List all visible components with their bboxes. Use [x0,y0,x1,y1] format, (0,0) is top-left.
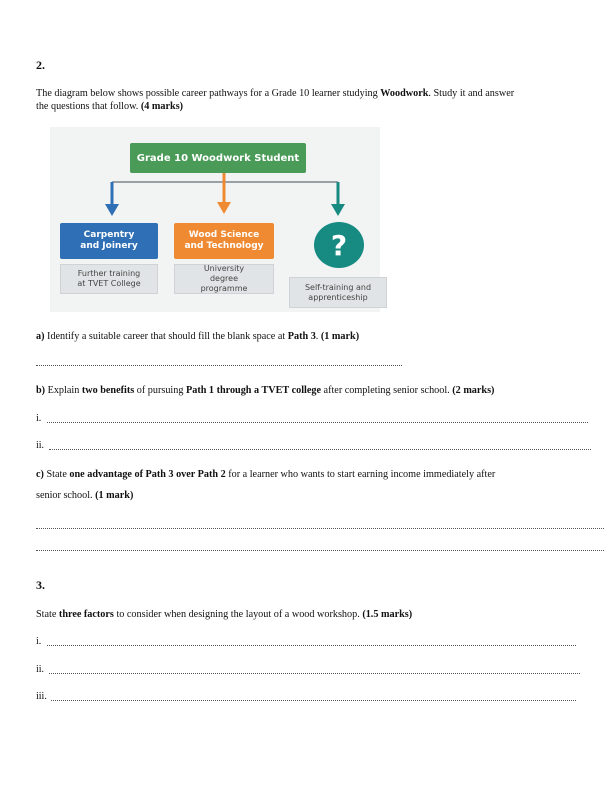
q2b-item-ii-label: ii. [36,440,45,451]
q2c-answer-line-2[interactable] [36,549,604,551]
path1-arrow-head [105,204,119,216]
path2-label: Wood Science and Technology [184,230,264,251]
path3-question-circle: ? [314,222,364,268]
q2c-text: State [43,469,70,480]
path1-box [60,223,158,259]
path3-sub-label: Self-training and apprenticeship [304,282,372,302]
q3-text2: to consider when designing the layout of a wood workshop. [113,609,363,620]
grade-10-student-box: Grade 10 Woodwork Student [130,143,306,173]
q2c-label: c) [36,469,44,480]
path1-label: Carpentry and Joinery [80,230,138,251]
question-2-intro-line1 [36,87,606,100]
intro-text: The diagram below shows possible career pathways for a Grade 10 learner studying [36,88,381,99]
q2c-answer-line-1[interactable] [36,527,604,529]
q3-item-ii-label: ii. [36,664,45,675]
path3-arrow-head [331,204,345,216]
question-2b [36,384,494,397]
question-2a [36,330,359,343]
intro-marks: (4 marks) [140,101,184,112]
path2-box [174,223,274,259]
path1-sub-label: Further training at TVET College [77,269,141,288]
q2a-marks: (1 mark) [320,331,360,342]
q2b-answer-line-i[interactable] [47,421,588,423]
q3-marks: (1.5 marks) [362,609,413,620]
career-pathway-diagram [50,127,380,312]
q2c-bold: one advantage of Path 3 over Path 2 [69,469,226,480]
q2a-text: Identify a suitable career that should fill the blank space at [44,331,288,342]
q2b-answer-line-ii[interactable] [49,448,591,450]
q2a-bold: Path 3 [287,331,316,342]
q3-answer-line-i[interactable] [47,644,576,646]
intro-bold-subject: Woodwork [380,88,429,99]
intro-text-2: the questions that follow. [36,101,141,112]
q2b-text: Explain [45,385,82,396]
question-2-intro-line2 [36,100,183,113]
question-3-number: 3. [36,578,45,592]
q2b-text3: after completing senior school. [321,385,453,396]
q2b-marks: (2 marks) [452,385,495,396]
q2c-text3: senior school. [36,490,96,501]
q3-answer-line-iii[interactable] [51,699,576,701]
q2c-marks: (1 mark) [95,490,134,501]
path2-sub-box [174,264,274,294]
q3-item-i-label: i. [36,636,42,647]
path1-sub-box [60,264,158,294]
intro-text-end: . Study it and answer [428,88,515,99]
q2b-bold1: two benefits [81,385,135,396]
q2a-text2: . [315,331,321,342]
q2b-item-i-label: i. [36,413,42,424]
question-2c-line2 [36,489,133,502]
q3-item-iii-label: iii. [36,691,47,702]
path2-arrow-head [217,202,231,214]
question-3-text [36,608,412,621]
q2a-label: a) [36,331,45,342]
path2-sub-label: University degree programme [200,264,248,293]
question-2-number: 2. [36,58,45,72]
q3-text: State [36,609,59,620]
q2c-text2: for a learner who wants to start earning income immediately after [225,469,496,480]
q3-answer-line-ii[interactable] [49,672,580,674]
q3-bold: three factors [58,609,114,620]
q2b-bold2: Path 1 through a TVET college [186,385,321,396]
q2a-answer-line[interactable] [36,364,402,366]
question-2c-line1 [36,468,495,481]
q2b-label: b) [36,385,46,396]
q2b-text2: of pursuing [134,385,186,396]
path3-sub-box [289,277,387,308]
